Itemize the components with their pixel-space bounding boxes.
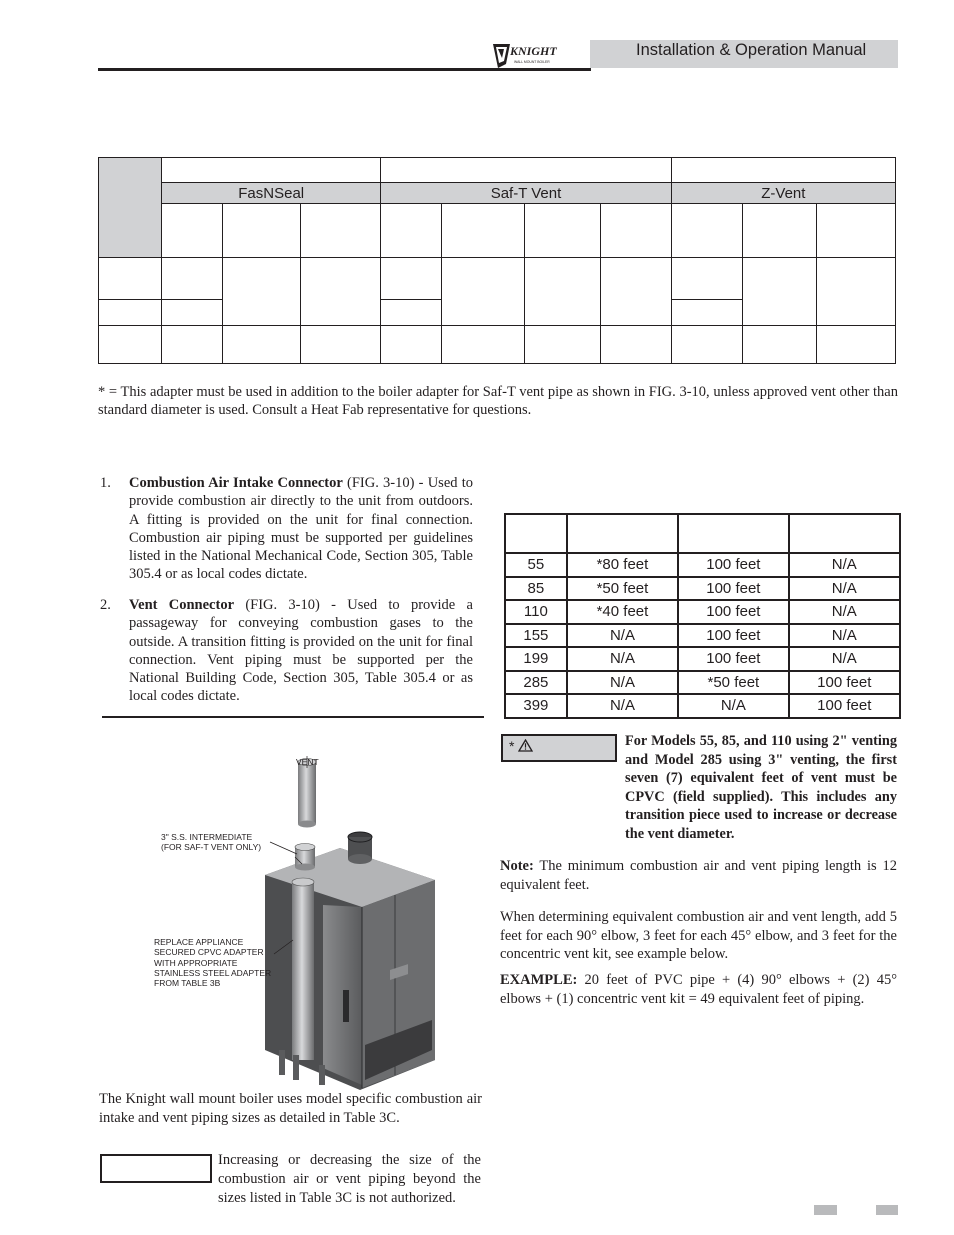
table-cell: N/A — [678, 694, 788, 718]
warning-label — [509, 738, 533, 754]
knight-logo — [492, 38, 566, 70]
list-number: 1. — [100, 475, 111, 491]
table-cell: 199 — [505, 647, 567, 671]
example-label: EXAMPLE: — [500, 972, 578, 988]
table-cell: 100 feet — [789, 694, 900, 718]
table-row — [99, 183, 896, 204]
vent-pipe-section — [298, 762, 316, 824]
notice-text: Increasing or decreasing the size of the combustion air or vent piping beyond the sizes listed in Table 3C is not authorized. — [218, 1152, 481, 1206]
callout-replace-adapter — [154, 937, 271, 988]
logo-subtext: WALL MOUNT BOILER — [514, 60, 550, 64]
boiler-vent-figure — [150, 750, 490, 1090]
table-cell: N/A — [789, 647, 900, 671]
table-cell: 100 feet — [678, 600, 788, 624]
table-3b — [98, 157, 896, 364]
table-row — [505, 647, 900, 671]
table-cell — [381, 158, 671, 183]
table-cell: N/A — [567, 694, 678, 718]
callout-line: SECURED CPVC ADAPTER — [154, 947, 264, 958]
table-row — [505, 671, 900, 695]
table-cell: N/A — [789, 577, 900, 601]
callout-line: STAINLESS STEEL ADAPTER — [154, 967, 272, 978]
table-cell: 100 feet — [678, 553, 788, 577]
note-paragraph — [500, 857, 897, 894]
callout-line: 3" S.S. INTERMEDIATE — [161, 832, 253, 842]
list-item-body: (FIG. 3-10) - Used to provide combustion air directly to the unit from outdoors. A fitting is provided on the unit for final connection. Combustion air piping must be supported per guidelines listed in the National Mechanical Code, Section 305, Table 305.4 or as local codes dictate. — [129, 475, 474, 583]
table-row — [99, 158, 896, 183]
boiler-handle — [343, 990, 349, 1022]
table-cell — [671, 158, 895, 183]
table-cell: N/A — [567, 624, 678, 648]
table-row — [99, 326, 896, 364]
callout-intermediate — [161, 832, 261, 853]
equivalent-length-paragraph: When determining equivalent combustion air and vent length, add 5 feet for each 90° elbow, 3 feet for each 45° elbow, and 3 feet for the concentric vent kit, see example below. — [500, 909, 897, 963]
table-cell: N/A — [567, 671, 678, 695]
warning-asterisk: * — [509, 738, 515, 754]
notice-label-box — [100, 1154, 212, 1183]
vendor-header-z-vent: Z-Vent — [671, 183, 895, 204]
table-cell: 100 feet — [678, 624, 788, 648]
manual-title: Installation & Operation Manual — [636, 41, 867, 59]
table-cell: 55 — [505, 553, 567, 577]
callout-vent: VENT — [296, 757, 319, 767]
table-cell: 85 — [505, 577, 567, 601]
table-row — [505, 577, 900, 601]
table-cell: 100 feet — [678, 577, 788, 601]
table-cell: *50 feet — [678, 671, 788, 695]
list-item-title: Vent Connector — [129, 597, 235, 613]
table-cell — [162, 158, 381, 183]
table-cell — [99, 158, 162, 258]
table-cell: 110 — [505, 600, 567, 624]
logo-text: KNIGHT — [510, 44, 557, 58]
table-cell: *80 feet — [567, 553, 678, 577]
table-cell: N/A — [789, 600, 900, 624]
section-rule — [102, 716, 484, 718]
list-item — [100, 474, 473, 584]
sizing-paragraph: The Knight wall mount boiler uses model specific combustion air intake and vent piping sizes as detailed in Table 3C. — [99, 1091, 482, 1126]
table-row — [505, 624, 900, 648]
warning-triangle-icon — [518, 739, 533, 752]
table-row — [505, 600, 900, 624]
footer-tab-left — [814, 1205, 837, 1215]
footnote: * = This adapter must be used in addition to the boiler adapter for Saf-T vent pipe as shown in FIG. 3-10, unless approved vent other than standard diameter is used. Consult a Heat Fab representative for questions. — [98, 384, 898, 418]
table-row — [99, 204, 896, 258]
table-cell: *40 feet — [567, 600, 678, 624]
table-cell: *50 feet — [567, 577, 678, 601]
example-text: 20 feet of PVC pipe + (4) 90° elbows + (2) 45° elbows + (1) concentric vent kit = 49 equivalent feet of piping. — [500, 972, 897, 1007]
table-cell: 100 feet — [789, 671, 900, 695]
callout-line: FROM TABLE 3B — [154, 978, 221, 989]
list-item-title: Combustion Air Intake Connector — [129, 475, 343, 491]
table-cell: 155 — [505, 624, 567, 648]
table-cell: 100 feet — [678, 647, 788, 671]
table-row — [99, 258, 896, 300]
note-label: Note: — [500, 858, 534, 874]
table-cell: N/A — [567, 647, 678, 671]
callout-line: REPLACE APPLIANCE — [154, 937, 244, 947]
footer-tab-right — [876, 1205, 898, 1215]
example-paragraph — [500, 971, 897, 1008]
list-item-body: (FIG. 3-10) - Used to provide a passageway for conveying combustion gases to the outside. A transition fitting is provided on the unit for final connection. Vent piping must be supported per the National Building Code, Section 305, Table 305.4 or as local codes dictate. — [129, 597, 473, 705]
table-row — [505, 553, 900, 577]
note-text: The minimum combustion air and vent piping length is 12 equivalent feet. — [500, 858, 897, 893]
vent-pipe-long — [292, 882, 314, 1060]
callout-line: (FOR SAF-T VENT ONLY) — [161, 842, 262, 853]
table-cell: N/A — [789, 624, 900, 648]
table-cell: N/A — [789, 553, 900, 577]
vendor-header-fasnseal: FasNSeal — [162, 183, 381, 204]
list-number: 2. — [100, 597, 111, 613]
callout-line: WITH APPROPRIATE — [154, 957, 238, 968]
table-header-row — [505, 514, 900, 553]
table-cell: 285 — [505, 671, 567, 695]
table-3c — [504, 513, 901, 719]
table-row — [505, 694, 900, 718]
table-cell: 399 — [505, 694, 567, 718]
list-item — [100, 596, 473, 706]
vendor-header-saf-t-vent: Saf-T Vent — [381, 183, 671, 204]
warning-text: For Models 55, 85, and 110 using 2" venting and Model 285 using 3" venting, the first seven (7) equivalent feet of vent must be CPVC (field supplied). This includes any transition piece used to increase or decrease the vent diameter. — [625, 733, 897, 842]
